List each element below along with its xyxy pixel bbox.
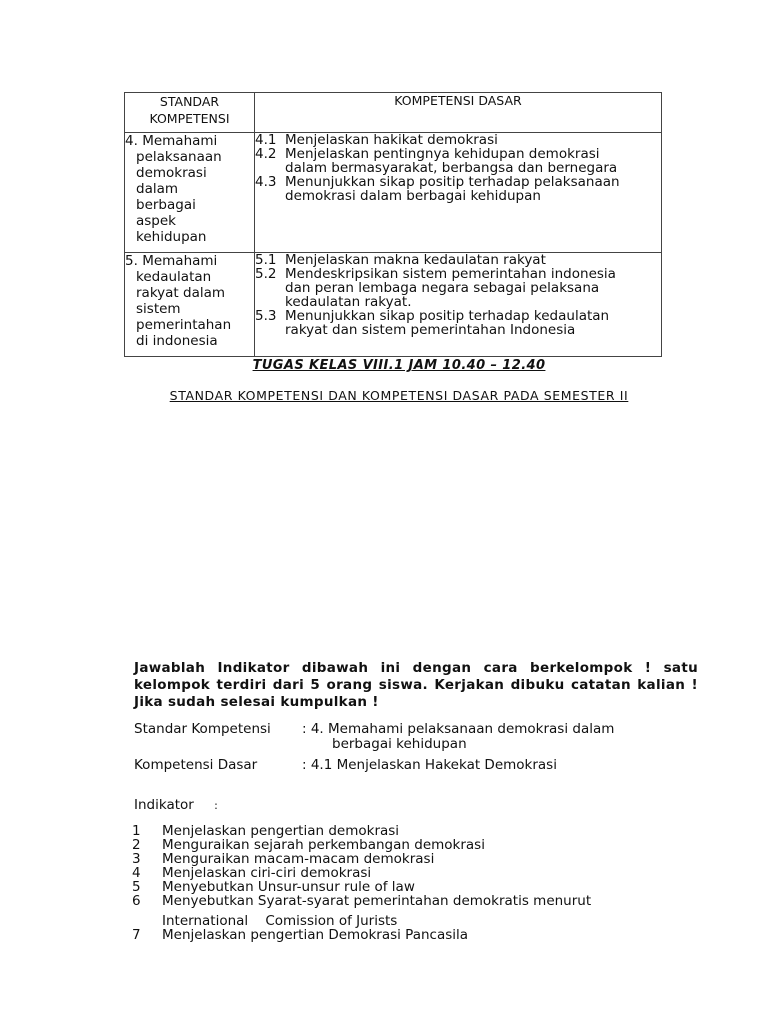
- indikator-heading: [134, 797, 218, 813]
- list-text: Menguraikan sejarah perkembangan demokrasi: [162, 837, 485, 853]
- std-line: pemerintahan: [136, 317, 232, 333]
- indikator-colon: :: [214, 799, 218, 812]
- kd-cell: [255, 253, 662, 357]
- std-number: 4.: [125, 133, 138, 149]
- list-text: Menjelaskan pengertian demokrasi: [162, 823, 400, 839]
- kd-line: demokrasi dalam berbagai kehidupan: [285, 188, 541, 204]
- list-number: 3: [132, 851, 141, 867]
- list-text: Menguraikan macam-macam demokrasi: [162, 851, 435, 867]
- indikator-label: Indikator: [134, 797, 194, 813]
- table-row: [125, 253, 662, 357]
- header-line: STANDAR: [159, 94, 220, 109]
- list-item: [132, 866, 591, 880]
- list-item: [132, 928, 591, 942]
- kompetensi-dasar-row: [134, 757, 557, 773]
- kd-line: Menjelaskan hakikat demokrasi: [285, 132, 498, 148]
- standar-value-continued: berbagai kehidupan: [332, 736, 467, 752]
- list-item: [255, 175, 661, 203]
- kd-line: Menunjukkan sikap positip terhadap pelaksanaan: [285, 174, 620, 190]
- kd-label: Kompetensi Dasar: [134, 757, 258, 773]
- kd-cell: [255, 133, 662, 253]
- table-header-row: [125, 93, 662, 133]
- std-line: dalam: [136, 181, 179, 197]
- kd-number: 4.2: [255, 146, 277, 162]
- list-number: 2: [132, 837, 141, 853]
- instructions-paragraph: Jawablah Indikator dibawah ini dengan cara berkelompok ! satu kelompok terdiri dari 5 orang siswa. Kerjakan dibuku catatan kalian ! Jika sudah selesai kumpulkan !: [134, 660, 698, 710]
- list-number: 6: [132, 893, 141, 909]
- list-number: 5: [132, 879, 141, 895]
- kd-line: kedaulatan rakyat.: [285, 294, 412, 310]
- list-text: Menyebutkan Unsur-unsur rule of law: [162, 879, 415, 895]
- standar-cell: [125, 133, 255, 253]
- std-line: berbagai: [136, 197, 196, 213]
- list-number: 7: [132, 927, 141, 943]
- list-item: [132, 852, 591, 866]
- header-kompetensi-dasar: KOMPETENSI DASAR: [255, 93, 662, 133]
- table-row: [125, 133, 662, 253]
- kd-number: 5.1: [255, 252, 277, 268]
- header-line: KOMPETENSI: [149, 111, 230, 126]
- list-item: [255, 147, 661, 175]
- list-item: [132, 894, 591, 908]
- list-item: [132, 824, 591, 838]
- std-line: pelaksanaan: [136, 149, 222, 165]
- list-number: [132, 914, 162, 928]
- list-number: 1: [132, 823, 141, 839]
- list-text: Menjelaskan ciri-ciri demokrasi: [162, 865, 372, 881]
- kd-line: dan peran lembaga negara sebagai pelaksana: [285, 280, 600, 296]
- standar-kompetensi-row: [134, 722, 614, 752]
- list-item: [255, 133, 661, 147]
- std-line: kehidupan: [136, 229, 207, 245]
- list-item: [255, 309, 661, 337]
- list-item: [132, 880, 591, 894]
- list-text: Menyebutkan Syarat-syarat pemerintahan demokratis menurut: [162, 893, 592, 909]
- std-line: sistem: [136, 301, 181, 317]
- std-line: demokrasi: [136, 165, 207, 181]
- std-line: Memahami: [142, 253, 218, 269]
- std-line: aspek: [136, 213, 176, 229]
- std-line: kedaulatan: [136, 269, 212, 285]
- kd-line: Menjelaskan makna kedaulatan rakyat: [285, 252, 546, 268]
- kd-number: 4.3: [255, 174, 277, 190]
- standar-value: : 4. Memahami pelaksanaan demokrasi dalam: [302, 721, 615, 737]
- kd-value: : 4.1 Menjelaskan Hakekat Demokrasi: [302, 757, 557, 773]
- list-text: International Comission of Jurists: [162, 913, 398, 929]
- kd-line: Mendeskripsikan sistem pemerintahan indonesia: [285, 266, 616, 282]
- std-number: 5.: [125, 253, 138, 269]
- kd-number: 4.1: [255, 132, 277, 148]
- competency-table: [124, 92, 662, 357]
- kd-number: 5.2: [255, 266, 277, 282]
- list-item: [255, 253, 661, 267]
- list-item: [132, 914, 591, 928]
- standar-cell: [125, 253, 255, 357]
- kd-line: Menjelaskan pentingnya kehidupan demokrasi: [285, 146, 600, 162]
- semester-title: STANDAR KOMPETENSI DAN KOMPETENSI DASAR PADA SEMESTER II: [169, 388, 629, 403]
- std-line: rakyat dalam: [136, 285, 226, 301]
- kd-line: rakyat dan sistem pemerintahan Indonesia: [285, 322, 576, 338]
- std-line: di indonesia: [136, 333, 218, 349]
- indikator-list: [132, 824, 591, 942]
- kd-number: 5.3: [255, 308, 277, 324]
- std-line: Memahami: [142, 133, 218, 149]
- list-text: Menjelaskan pengertian Demokrasi Pancasila: [162, 927, 469, 943]
- standar-label: Standar Kompetensi: [134, 721, 271, 737]
- list-item: [132, 838, 591, 852]
- kd-line: Menunjukkan sikap positip terhadap kedaulatan: [285, 308, 610, 324]
- header-standar-kompetensi: [125, 93, 255, 133]
- assignment-title: TUGAS KELAS VIII.1 JAM 10.40 – 12.40: [252, 358, 546, 373]
- list-number: 4: [132, 865, 141, 881]
- list-item: [255, 267, 661, 309]
- kd-line: dalam bermasyarakat, berbangsa dan bernegara: [285, 160, 618, 176]
